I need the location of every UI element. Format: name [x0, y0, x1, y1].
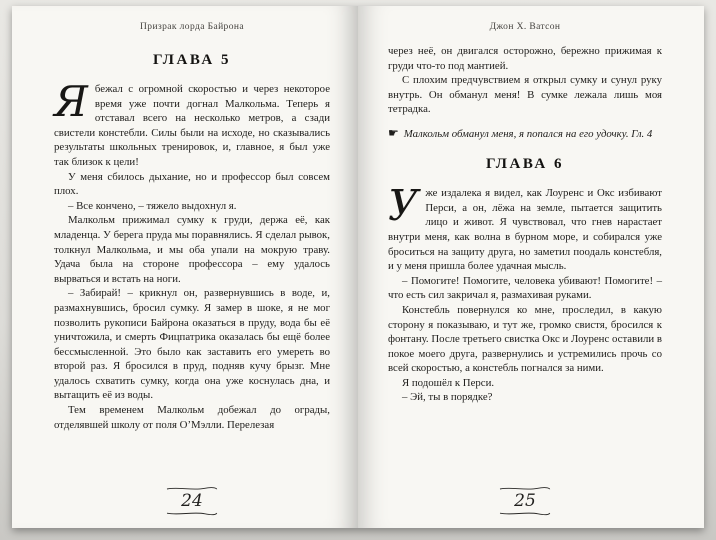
paragraph: через неё, он двигался осторожно, бережно прижимая к груди что-то под мантией. — [388, 45, 662, 72]
paragraph: – Эй, ты в порядке? — [402, 391, 493, 404]
paragraph: Констебль повернулся ко мне, проследил, в какую сторону я показываю, и тут же, громко свистя, бросился к фонтану. После третьего свистка Окс и Лоуренс оставили в покое моего друга, развернулись и устремились прочь со всей скоростью, а констебль погнался за ними. — [388, 303, 662, 375]
dropcap-letter: У — [388, 181, 419, 231]
page-number: 25 — [514, 491, 536, 511]
paragraph: – Забирай! – крикнул он, развернувшись в воде, и, размахнувшись, бросил сумку. Я замер в шоке, я не мог позволить рукописи Байрона оказаться в пруду, вода бы её уничтожила, и смерть Фицпатрика оказалась бы ещё более бессмысленной. Это было как заставить его умереть во второй раз. Я бросился в пруд, подняв кучу брызг. Мне удалось схватить сумку, когда она уже коснулась дна, и вытащить её из воды. — [54, 287, 330, 402]
dropcap-letter: Я — [54, 77, 88, 126]
paragraph: – Помогите! Помогите, человека убивают! Помогите! – что есть сил закричал я, размахивая руками. — [388, 274, 662, 302]
pageno-flourish-bottom — [499, 511, 551, 516]
paragraph: Малкольм прижимал сумку к груди, держа её, как младенца. У берега пруда мы поравнялись. Я сделал рывок, толкнул Малкольма, и мы оба упали на мокрую траву. Удача была на стороне профессора – ему удалось вырваться и встать на ноги. — [54, 214, 330, 285]
page-number: 24 — [181, 491, 203, 511]
paragraph: У меня сбилось дыхание, но и профессор был совсем плох. — [54, 170, 330, 198]
paragraph: – Все кончено, – тяжело выдохнул я. — [68, 199, 237, 212]
running-head-right: Джон Х. Ватсон — [489, 22, 561, 32]
margin-note — [388, 126, 662, 141]
book-spread — [12, 6, 704, 528]
paragraph-text: же издалека я видел, как Лоуренс и Окс избивают Перси, а он, лёжа на земле, пытается защитить лицо и живот. Я чувствовал, что гнев нарастает внутри меня, как волна в бурном море, и собирался уже броситься на защиту друга, но заметил поодаль констебля, и у меня пришла более удачная мысль. — [388, 187, 662, 273]
paragraph: Тем временем Малкольм добежал до ограды, отделявшей школу от поля О’Мэлли. Перелезая — [54, 404, 330, 431]
chapter-title-5: ГЛАВА 5 — [153, 52, 231, 68]
paragraph-text: бежал с огромной скоростью и через некоторое время уже почти догнал Малкольма. Теперь я отставал всего на несколько метров, а сзади свистели констебли. Силы были на исходе, но сказывались результаты школьных тренировок, и, главное, я был уже так близок к цели! — [54, 83, 330, 168]
page-number-block-left — [54, 486, 330, 518]
pageno-flourish-bottom — [166, 511, 218, 516]
chapter-title-6: ГЛАВА 6 — [486, 156, 564, 173]
paragraph — [54, 77, 330, 170]
pointing-hand-icon: ☛ — [388, 125, 399, 140]
page-left — [12, 6, 358, 528]
running-head-left: Призрак лорда Байрона — [140, 22, 244, 32]
margin-note-text: Малкольм обманул меня, я попался на его удочку. Гл. 4 — [403, 127, 653, 140]
page-number-block-right — [388, 486, 662, 518]
paragraph: С плохим предчувствием я открыл сумку и сунул руку внутрь. Он обманул меня! В сумке лежала лишь моя тетрадка. — [388, 74, 662, 116]
page-right — [358, 6, 704, 528]
paragraph — [388, 181, 662, 274]
paragraph: Я подошёл к Перси. — [402, 376, 495, 389]
